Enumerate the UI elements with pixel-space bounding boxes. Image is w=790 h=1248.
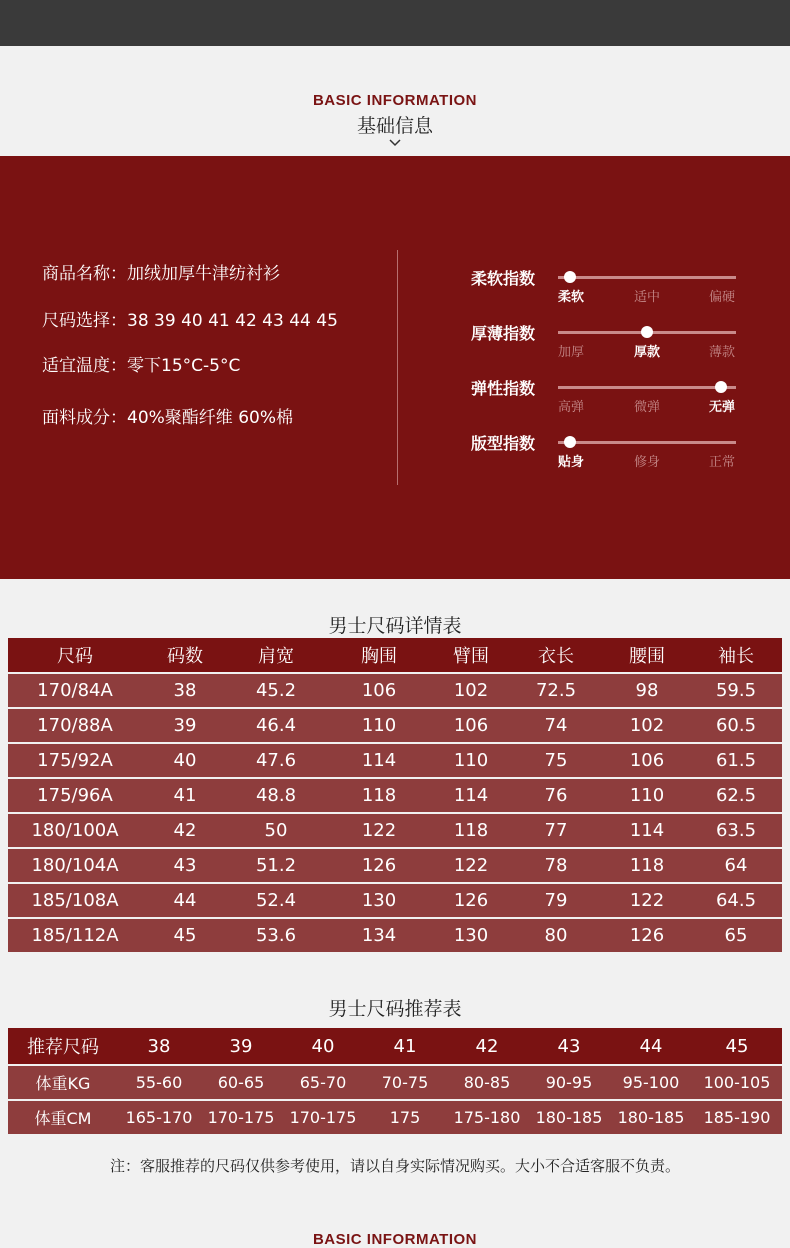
table-cell: 122 — [434, 848, 508, 883]
index-slider-track — [558, 441, 736, 444]
table-cell: 110 — [604, 778, 690, 813]
table-cell: 39 — [142, 708, 228, 743]
table-cell: 185-190 — [692, 1100, 782, 1135]
table-cell: 118 — [604, 848, 690, 883]
section-en-title: BASIC INFORMATION — [312, 92, 478, 109]
table-cell: 165-170 — [118, 1100, 200, 1135]
table-cell: 180-185 — [528, 1100, 610, 1135]
index-slider-knob — [564, 271, 576, 283]
table-cell: 130 — [324, 883, 434, 918]
table-header-cell: 腰围 — [604, 638, 690, 673]
size-table-title: 男士尺码详情表 — [328, 615, 462, 637]
index-option: 厚款 — [633, 345, 660, 360]
table-cell: 46.4 — [228, 708, 324, 743]
table-row — [8, 918, 782, 953]
index-option: 加厚 — [557, 345, 584, 360]
index-slider-knob — [564, 436, 576, 448]
index-label: 版型指数 — [471, 434, 536, 453]
table-cell: 59.5 — [690, 673, 782, 708]
table-cell: 79 — [508, 883, 604, 918]
table-row — [8, 673, 782, 708]
table-cell: 50 — [228, 813, 324, 848]
top-bar — [0, 0, 790, 46]
table-cell: 51.2 — [228, 848, 324, 883]
table-cell: 122 — [604, 883, 690, 918]
table-cell: 106 — [434, 708, 508, 743]
index-option: 贴身 — [557, 455, 584, 470]
product-name-value: 加绒加厚牛津纺衬衫 — [127, 264, 280, 284]
product-name-row — [42, 259, 280, 284]
table-row — [8, 743, 782, 778]
table-cell: 175/96A — [8, 778, 142, 813]
table-cell: 38 — [142, 673, 228, 708]
table-cell: 118 — [324, 778, 434, 813]
product-name-label: 商品名称： — [42, 264, 127, 284]
table-cell: 185/108A — [8, 883, 142, 918]
index-slider-knob — [641, 326, 653, 338]
table-header-cell: 胸围 — [324, 638, 434, 673]
table-cell: 134 — [324, 918, 434, 953]
table-cell: 130 — [434, 918, 508, 953]
index-option: 薄款 — [708, 345, 735, 360]
table-row — [8, 708, 782, 743]
table-cell: 60-65 — [200, 1065, 282, 1100]
table-cell: 118 — [434, 813, 508, 848]
next-section-header — [0, 1229, 790, 1248]
table-cell: 110 — [324, 708, 434, 743]
table-cell: 45 — [142, 918, 228, 953]
table-row — [8, 883, 782, 918]
table-cell: 42 — [142, 813, 228, 848]
fabric-value: 40%聚酯纤维 60%棉 — [127, 408, 293, 428]
panel-divider — [397, 250, 398, 485]
table-cell: 47.6 — [228, 743, 324, 778]
table-cell: 80 — [508, 918, 604, 953]
table-row — [8, 1100, 782, 1135]
table-cell: 175 — [364, 1100, 446, 1135]
table-cell: 185/112A — [8, 918, 142, 953]
table-row — [8, 778, 782, 813]
table-cell: 40 — [142, 743, 228, 778]
table-header-cell: 44 — [610, 1028, 692, 1065]
table-cell: 80-85 — [446, 1065, 528, 1100]
table-row — [8, 1065, 782, 1100]
index-option: 柔软 — [557, 290, 584, 305]
table-header-cell: 38 — [118, 1028, 200, 1065]
table-cell: 90-95 — [528, 1065, 610, 1100]
table-cell: 114 — [604, 813, 690, 848]
rec-table-title: 男士尺码推荐表 — [328, 998, 462, 1020]
index-option: 适中 — [633, 290, 660, 305]
index-label: 厚薄指数 — [471, 324, 536, 343]
table-cell: 44 — [142, 883, 228, 918]
table-cell: 114 — [434, 778, 508, 813]
section-header — [0, 92, 790, 150]
table-header-cell: 43 — [528, 1028, 610, 1065]
table-cell: 45.2 — [228, 673, 324, 708]
index-option: 高弹 — [557, 400, 584, 415]
table-cell: 126 — [604, 918, 690, 953]
table-row — [8, 813, 782, 848]
table-header-cell: 推荐尺码 — [8, 1028, 118, 1065]
table-cell: 65-70 — [282, 1065, 364, 1100]
table-cell: 体重KG — [8, 1065, 118, 1100]
table-cell: 60.5 — [690, 708, 782, 743]
table-cell: 126 — [324, 848, 434, 883]
next-section-en-title: BASIC INFORMATION — [312, 1231, 478, 1248]
table-cell: 122 — [324, 813, 434, 848]
table-cell: 114 — [324, 743, 434, 778]
table-header-cell: 肩宽 — [228, 638, 324, 673]
table-cell: 70-75 — [364, 1065, 446, 1100]
table-cell: 75 — [508, 743, 604, 778]
table-cell: 74 — [508, 708, 604, 743]
table-cell: 175/92A — [8, 743, 142, 778]
size-note: 注：客服推荐的尺码仅供参考使用，请以自身实际情况购买。大小不合适客服不负责。 — [109, 1157, 680, 1175]
table-cell: 52.4 — [228, 883, 324, 918]
table-row — [8, 848, 782, 883]
table-cell: 61.5 — [690, 743, 782, 778]
temperature-label: 适宜温度： — [42, 356, 127, 376]
temperature-value: 零下15°C-5°C — [127, 356, 241, 376]
table-cell: 106 — [324, 673, 434, 708]
fabric-label: 面料成分： — [42, 408, 127, 428]
table-cell: 64.5 — [690, 883, 782, 918]
index-option: 正常 — [708, 455, 735, 470]
table-header-cell: 41 — [364, 1028, 446, 1065]
table-cell: 65 — [690, 918, 782, 953]
table-cell: 体重CM — [8, 1100, 118, 1135]
table-cell: 72.5 — [508, 673, 604, 708]
table-cell: 43 — [142, 848, 228, 883]
size-choice-value: 38 39 40 41 42 43 44 45 — [127, 311, 338, 331]
table-cell: 100-105 — [692, 1065, 782, 1100]
table-header-row — [8, 638, 782, 673]
table-cell: 41 — [142, 778, 228, 813]
index-option: 微弹 — [633, 400, 660, 415]
index-label: 柔软指数 — [471, 269, 536, 288]
table-cell: 126 — [434, 883, 508, 918]
index-slider-knob — [715, 381, 727, 393]
table-cell: 110 — [434, 743, 508, 778]
table-cell: 64 — [690, 848, 782, 883]
temperature-row — [42, 351, 240, 376]
index-label: 弹性指数 — [471, 379, 536, 398]
index-slider-track — [558, 386, 736, 389]
size-choice-row — [42, 306, 338, 331]
chevron-down-icon — [0, 138, 790, 150]
table-header-cell: 衣长 — [508, 638, 604, 673]
table-cell: 180/100A — [8, 813, 142, 848]
fabric-row — [42, 403, 293, 428]
table-cell: 170/84A — [8, 673, 142, 708]
table-cell: 102 — [604, 708, 690, 743]
table-cell: 98 — [604, 673, 690, 708]
table-header-cell: 42 — [446, 1028, 528, 1065]
size-recommend-table — [8, 1028, 782, 1136]
table-cell: 170-175 — [200, 1100, 282, 1135]
table-header-row — [8, 1028, 782, 1065]
size-detail-table — [8, 638, 782, 954]
table-cell: 170-175 — [282, 1100, 364, 1135]
table-header-cell: 40 — [282, 1028, 364, 1065]
table-cell: 95-100 — [610, 1065, 692, 1100]
table-header-cell: 袖长 — [690, 638, 782, 673]
table-header-cell: 臂围 — [434, 638, 508, 673]
table-cell: 170/88A — [8, 708, 142, 743]
table-cell: 180-185 — [610, 1100, 692, 1135]
index-slider-track — [558, 276, 736, 279]
table-cell: 175-180 — [446, 1100, 528, 1135]
index-slider-track — [558, 331, 736, 334]
index-option: 偏硬 — [708, 290, 735, 305]
table-header-cell: 45 — [692, 1028, 782, 1065]
table-cell: 180/104A — [8, 848, 142, 883]
table-cell: 106 — [604, 743, 690, 778]
table-cell: 76 — [508, 778, 604, 813]
table-cell: 63.5 — [690, 813, 782, 848]
table-header-cell: 码数 — [142, 638, 228, 673]
table-header-cell: 39 — [200, 1028, 282, 1065]
index-option: 修身 — [633, 455, 660, 470]
size-choice-label: 尺码选择： — [42, 311, 127, 331]
table-cell: 102 — [434, 673, 508, 708]
table-cell: 62.5 — [690, 778, 782, 813]
table-cell: 53.6 — [228, 918, 324, 953]
table-cell: 77 — [508, 813, 604, 848]
index-option: 无弹 — [708, 400, 735, 415]
table-cell: 55-60 — [118, 1065, 200, 1100]
table-cell: 48.8 — [228, 778, 324, 813]
section-zh-title: 基础信息 — [356, 115, 433, 137]
table-header-cell: 尺码 — [8, 638, 142, 673]
table-cell: 78 — [508, 848, 604, 883]
